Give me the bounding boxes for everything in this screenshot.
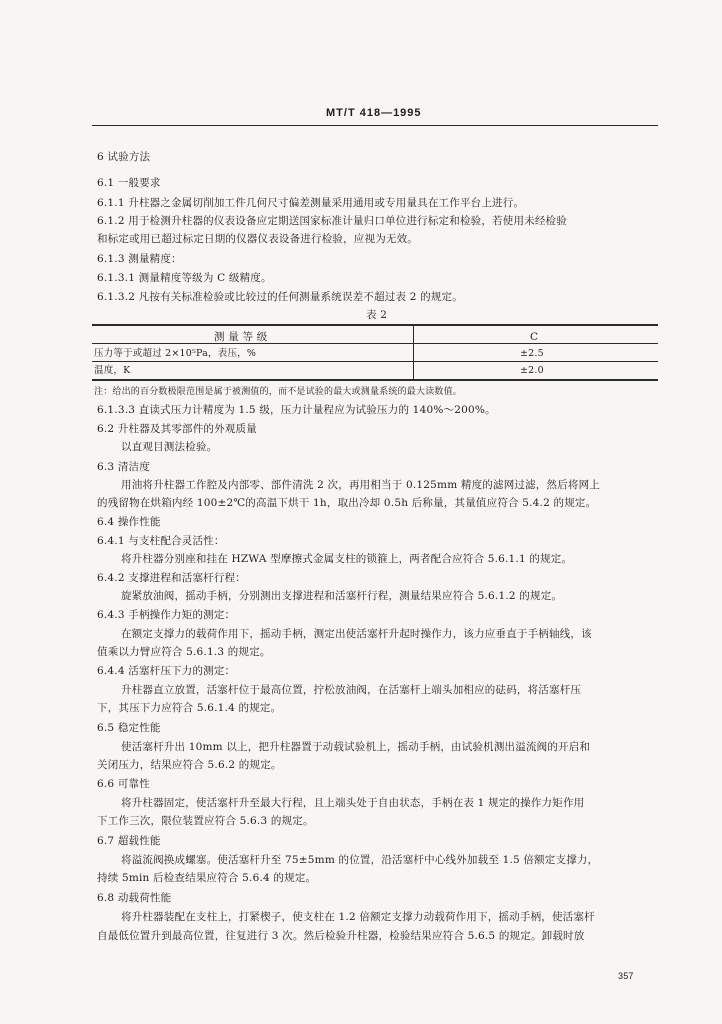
table-bottom-rule — [92, 379, 658, 381]
clause-6-7-line1: 将溢流阀换成螺塞。使活塞杆升至 75±5mm 的位置，沿活塞杆中心线外加载至 1.5 倍额定支撑力， — [121, 854, 599, 866]
table-row-rule — [92, 361, 658, 362]
clause-6-1-3-3: 6.1.3.3 直读式压力计精度为 1.5 级，压力计量程应为试验压力的 140%～200%。 — [97, 404, 496, 416]
clause-6-4-4-title: 6.4.4 活塞杆压下力的测定： — [97, 665, 236, 677]
clause-6-1-3: 6.1.3 测量精度： — [97, 253, 182, 265]
clause-6-3-title: 6.3 清洁度 — [97, 461, 150, 473]
clause-6-5-line2: 关闭压力，结果应符合 5.6.2 的规定。 — [97, 759, 282, 771]
table-row-value: ±2.0 — [520, 365, 544, 376]
clause-6-8-title: 6.8 动载荷性能 — [97, 892, 172, 904]
clause-6-7-line2: 持续 5min 后检查结果应符合 5.6.4 的规定。 — [97, 872, 317, 884]
table-row-label: 温度，K — [94, 365, 131, 376]
table-row-label: 压力等于或超过 2×10⁵Pa，表压，% — [94, 348, 257, 359]
clause-6-8-line2: 自最低位置升到最高位置，往复进行 3 次。然后检验升柱器，检验结果应符合 5.6.5 的规定。卸载时放 — [97, 930, 585, 942]
clause-6-4-3-line2: 值乘以力臂应符合 5.6.1.3 的规定。 — [97, 646, 271, 658]
clause-6-1-2-line2: 和标定或用已超过标定日期的仪器仪表设备进行检验，应视为无效。 — [97, 233, 418, 245]
table-header-rule — [92, 343, 658, 344]
clause-6-3-line2: 的残留物在烘箱内经 100±2℃的高温下烘干 1h，取出冷却 0.5h 后称量，其量值应符合 5.4.2 的规定。 — [97, 497, 597, 509]
clause-6-4-4-line2: 下，其压下力应符合 5.6.1.4 的规定。 — [97, 702, 282, 714]
clause-6-4-1-body: 将升柱器分别座和挂在 HZWA 型摩擦式金属支柱的锁箍上，两者配合应符合 5.6.1.1 的规定。 — [121, 553, 573, 565]
clause-6-8-line1: 将升柱器装配在支柱上，打紧楔子，使支柱在 1.2 倍额定支撑力动载荷作用下，摇动手柄，使活塞杆 — [121, 911, 595, 923]
clause-6-1-2-line1: 6.1.2 用于检测升柱器的仪表设备应定期送国家标准计量归口单位进行标定和检验，若使用未经检验 — [97, 215, 567, 227]
standard-code: MT/T 418—1995 — [326, 107, 422, 119]
table-header-right: C — [530, 331, 539, 343]
clause-6-4-3-title: 6.4.3 手柄操作力矩的测定： — [97, 609, 236, 621]
clause-6-1-3-1: 6.1.3.1 测量精度等级为 C 级精度。 — [97, 272, 272, 284]
clause-6-5-title: 6.5 稳定性能 — [97, 722, 161, 734]
table-top-rule — [92, 324, 658, 326]
clause-6-4-1-title: 6.4.1 与支柱配合灵活性： — [97, 535, 225, 547]
header-rule — [92, 125, 658, 126]
section-heading: 6 试验方法 — [97, 151, 151, 163]
clause-6-1-3-2: 6.1.3.2 凡按有关标准检验或比较过的任何测量系统误差不超过表 2 的规定。 — [97, 291, 463, 303]
table-caption: 表 2 — [366, 309, 388, 321]
page-number: 357 — [618, 971, 634, 981]
clause-6-6-line1: 将升柱器固定，使活塞杆升至最大行程，且上端头处于自由状态，手柄在表 1 规定的操作力矩作用 — [121, 797, 585, 809]
clause-6-4-title: 6.4 操作性能 — [97, 516, 161, 528]
clause-6-4-2-body: 旋紧放油阀，摇动手柄，分别测出支撑进程和活塞杆行程，测量结果应符合 5.6.1.2 的规定。 — [121, 590, 563, 602]
clause-6-5-line1: 使活塞杆升出 10mm 以上，把升柱器置于动载试验机上，摇动手柄，由试验机测出溢流阀的开启和 — [121, 741, 591, 753]
table-header-left: 测 量 等 级 — [214, 331, 268, 343]
clause-6-1-1: 6.1.1 升柱器之金属切削加工件几何尺寸偏差测量采用通用或专用量具在工作平台上进行。 — [97, 197, 525, 209]
table-column-divider — [413, 324, 414, 380]
clause-6-4-3-line1: 在额定支撑力的载荷作用下，摇动手柄，测定出使活塞杆升起时操作力，该力应垂直于手柄轴线，该 — [121, 628, 592, 640]
clause-6-2-title: 6.2 升柱器及其零部件的外观质量 — [97, 423, 257, 435]
table-row-value: ±2.5 — [520, 348, 544, 359]
clause-6-4-2-title: 6.4.2 支撑进程和活塞杆行程： — [97, 572, 246, 584]
clause-6-4-4-line1: 升柱器直立放置，活塞杆位于最高位置，拧松放油阀，在活塞杆上端头加相应的砝码，将活塞杆压 — [121, 684, 582, 696]
clause-6-1-title: 6.1 一般要求 — [97, 177, 161, 189]
clause-6-7-title: 6.7 超载性能 — [97, 835, 161, 847]
clause-6-6-title: 6.6 可靠性 — [97, 778, 150, 790]
clause-6-6-line2: 下工作三次，限位装置应符合 5.6.3 的规定。 — [97, 815, 314, 827]
clause-6-2-body: 以直观目测法检验。 — [121, 441, 218, 453]
clause-6-3-line1: 用油将升柱器工作腔及内部零、部件清洗 2 次，再用相当于 0.125mm 精度的滤网过滤，然后将网上 — [121, 479, 601, 491]
table-note: 注：给出的百分数极限范围是属于被测值的，而不是试验的最大或测量系统的最大读数值。 — [94, 387, 463, 397]
